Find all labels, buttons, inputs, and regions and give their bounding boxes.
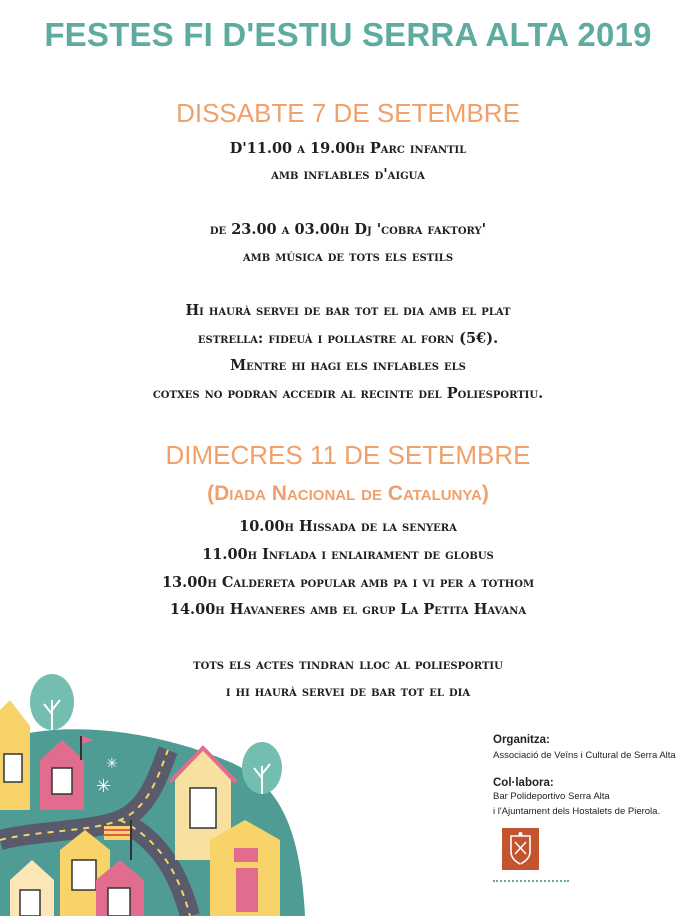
day1-line-3: de 23.00 a 03.00h Dj 'cobra faktory' [209,221,487,238]
day1-line-5: Hi haurà servei de bar tot el dia amb el plat [185,302,511,319]
town-illustration [0,670,320,916]
organitza-text: Associació de Veïns i Cultural de Serra Alta [493,750,676,761]
day1-heading: DISSABTE 7 DE SETEMBRE [176,98,520,128]
dotted-divider [493,880,569,882]
day2-line-3: 13.00h Caldereta popular amb pa i vi per a tothom [161,574,535,591]
day1-line-4: amb música de tots els estils [242,248,454,265]
day2-heading: DIMECRES 11 DE SETEMBRE [165,440,531,470]
day2-subheading: (Diada Nacional de Catalunya) [207,482,489,505]
organitza-label: Organitza: [493,734,550,746]
collabora-line-1: Bar Polideportivo Serra Alta [493,791,610,802]
day1-line-2: amb inflables d'aigua [271,166,425,183]
footer-note-1: tots els actes tindran lloc al poliesportiu [193,656,503,673]
footer-note-2: i hi haurà servei de bar tot el dia [225,683,471,700]
day1-line-1: D'11.00 a 19.00h Parc infantil [229,140,467,157]
municipal-crest-logo [502,828,539,870]
day1-line-7: Mentre hi hagi els inflables els [230,357,466,374]
day2-line-1: 10.00h Hissada de la senyera [239,518,457,535]
credits-block [493,734,676,819]
svg-text:✳: ✳ [106,756,118,772]
day2-line-2: 11.00h Inflada i enlairament de globus [202,546,494,563]
collabora-label: Col·labora: [493,777,554,789]
day1-line-8: cotxes no podran accedir al recinte del Poliesportiu. [152,385,544,402]
collabora-line-2: i l'Ajuntament dels Hostalets de Pierola. [493,806,661,817]
day1-line-6: estrella: fideuà i pollastre al forn (5€). [197,330,499,347]
day2-line-4: 14.00h Havaneres amb el grup La Petita Havana [169,601,527,618]
svg-text:✳: ✳ [96,776,112,797]
poster-title: FESTES FI D'ESTIU SERRA ALTA 2019 [44,16,652,53]
